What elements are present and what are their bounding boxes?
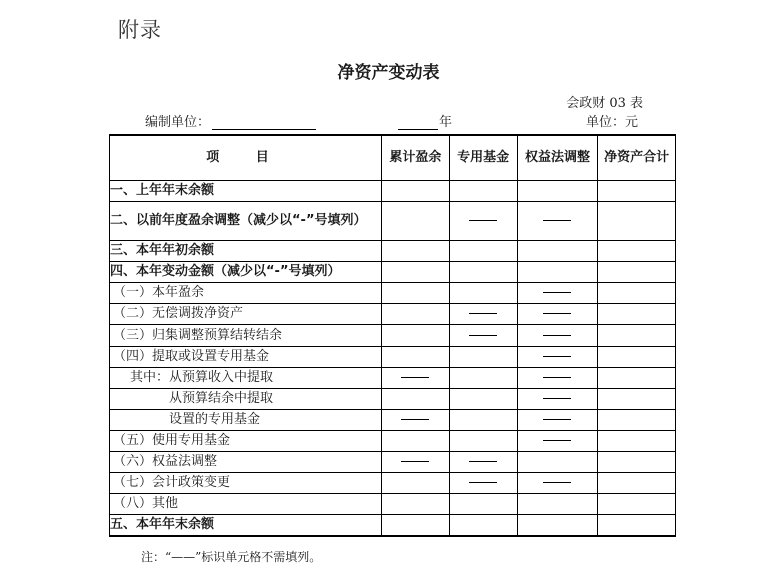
table-row bbox=[110, 388, 676, 409]
table-row bbox=[110, 515, 676, 537]
row-label: 四、本年变动金额（减少以“-”号填列） bbox=[110, 262, 382, 283]
value-cell bbox=[598, 515, 676, 537]
value-cell bbox=[449, 367, 517, 388]
value-cell bbox=[517, 452, 598, 473]
value-cell bbox=[449, 304, 517, 325]
footnote: 注：“——”标识单元格不需填列。 bbox=[141, 550, 322, 564]
table-row bbox=[110, 494, 676, 515]
value-cell bbox=[517, 325, 598, 346]
value-cell bbox=[449, 181, 517, 202]
value-cell bbox=[517, 388, 598, 409]
row-label: （八）其他 bbox=[110, 494, 382, 515]
not-applicable-dash bbox=[401, 377, 429, 378]
year-field bbox=[398, 111, 452, 130]
value-cell bbox=[598, 325, 676, 346]
row-label: 设置的专用基金 bbox=[110, 409, 382, 430]
appendix-heading: 附录 bbox=[118, 18, 162, 42]
value-cell bbox=[517, 283, 598, 304]
value-cell bbox=[598, 367, 676, 388]
value-cell bbox=[449, 346, 517, 367]
report-title: 净资产变动表 bbox=[337, 63, 440, 83]
value-cell bbox=[381, 241, 449, 262]
table-row bbox=[110, 304, 676, 325]
value-cell bbox=[598, 202, 676, 241]
header-net-assets-total: 净资产合计 bbox=[598, 135, 676, 181]
value-cell bbox=[517, 202, 598, 241]
value-cell bbox=[381, 473, 449, 494]
value-cell bbox=[449, 283, 517, 304]
not-applicable-dash bbox=[543, 356, 571, 357]
table-header-row bbox=[110, 135, 676, 181]
value-cell bbox=[381, 202, 449, 241]
not-applicable-dash bbox=[401, 419, 429, 420]
value-cell bbox=[381, 325, 449, 346]
value-cell bbox=[381, 452, 449, 473]
table-row bbox=[110, 430, 676, 451]
table-row bbox=[110, 283, 676, 304]
not-applicable-dash bbox=[543, 313, 571, 314]
value-cell bbox=[517, 241, 598, 262]
value-cell bbox=[517, 409, 598, 430]
value-cell bbox=[449, 241, 517, 262]
row-label: 其中：从预算收入中提取 bbox=[110, 367, 382, 388]
header-special-fund: 专用基金 bbox=[449, 135, 517, 181]
not-applicable-dash bbox=[469, 461, 497, 462]
value-cell bbox=[381, 283, 449, 304]
value-cell bbox=[381, 515, 449, 537]
not-applicable-dash bbox=[543, 440, 571, 441]
not-applicable-dash bbox=[543, 398, 571, 399]
value-cell bbox=[449, 452, 517, 473]
value-cell bbox=[449, 388, 517, 409]
header-accumulated-surplus: 累计盈余 bbox=[381, 135, 449, 181]
header-equity-method-adjustment: 权益法调整 bbox=[517, 135, 598, 181]
org-unit-blank-line bbox=[212, 116, 316, 130]
currency-unit: 单位：元 bbox=[586, 115, 639, 130]
value-cell bbox=[381, 181, 449, 202]
org-unit-field bbox=[145, 111, 316, 130]
value-cell bbox=[381, 346, 449, 367]
value-cell bbox=[381, 262, 449, 283]
value-cell bbox=[449, 473, 517, 494]
row-label: （六）权益法调整 bbox=[110, 452, 382, 473]
value-cell bbox=[449, 325, 517, 346]
value-cell bbox=[381, 388, 449, 409]
net-assets-change-table bbox=[109, 134, 676, 537]
value-cell bbox=[517, 367, 598, 388]
value-cell bbox=[517, 494, 598, 515]
value-cell bbox=[517, 346, 598, 367]
form-number: 会政财 03 表 bbox=[566, 96, 643, 111]
value-cell bbox=[598, 473, 676, 494]
value-cell bbox=[598, 494, 676, 515]
value-cell bbox=[598, 346, 676, 367]
value-cell bbox=[517, 515, 598, 537]
value-cell bbox=[449, 409, 517, 430]
value-cell bbox=[517, 430, 598, 451]
value-cell bbox=[598, 430, 676, 451]
value-cell bbox=[598, 283, 676, 304]
value-cell bbox=[598, 304, 676, 325]
value-cell bbox=[381, 494, 449, 515]
table-row bbox=[110, 409, 676, 430]
value-cell bbox=[381, 304, 449, 325]
table-row bbox=[110, 473, 676, 494]
row-label: 一、上年年末余额 bbox=[110, 181, 382, 202]
not-applicable-dash bbox=[543, 220, 571, 221]
row-label: （一）本年盈余 bbox=[110, 283, 382, 304]
value-cell bbox=[598, 241, 676, 262]
value-cell bbox=[517, 262, 598, 283]
value-cell bbox=[449, 494, 517, 515]
not-applicable-dash bbox=[469, 335, 497, 336]
value-cell bbox=[381, 367, 449, 388]
row-label: 三、本年年初余额 bbox=[110, 241, 382, 262]
org-unit-label: 编制单位： bbox=[145, 115, 211, 130]
value-cell bbox=[449, 202, 517, 241]
value-cell bbox=[381, 409, 449, 430]
row-label: 从预算结余中提取 bbox=[110, 388, 382, 409]
row-label: （二）无偿调拨净资产 bbox=[110, 304, 382, 325]
not-applicable-dash bbox=[543, 377, 571, 378]
value-cell bbox=[517, 181, 598, 202]
table-row bbox=[110, 325, 676, 346]
row-label: （三）归集调整预算结转结余 bbox=[110, 325, 382, 346]
value-cell bbox=[598, 409, 676, 430]
row-label: （四）提取或设置专用基金 bbox=[110, 346, 382, 367]
row-label: （五）使用专用基金 bbox=[110, 430, 382, 451]
value-cell bbox=[449, 262, 517, 283]
year-label: 年 bbox=[439, 115, 453, 130]
value-cell bbox=[598, 452, 676, 473]
table-row bbox=[110, 346, 676, 367]
row-label: 五、本年年末余额 bbox=[110, 515, 382, 537]
not-applicable-dash bbox=[543, 335, 571, 336]
table-row bbox=[110, 452, 676, 473]
value-cell bbox=[449, 430, 517, 451]
not-applicable-dash bbox=[543, 292, 571, 293]
not-applicable-dash bbox=[469, 220, 497, 221]
value-cell bbox=[381, 430, 449, 451]
table-row bbox=[110, 181, 676, 202]
value-cell bbox=[598, 388, 676, 409]
not-applicable-dash bbox=[401, 461, 429, 462]
row-label: （七）会计政策变更 bbox=[110, 473, 382, 494]
table-row bbox=[110, 241, 676, 262]
value-cell bbox=[449, 515, 517, 537]
not-applicable-dash bbox=[543, 482, 571, 483]
table-row bbox=[110, 202, 676, 241]
header-item: 项 目 bbox=[110, 135, 382, 181]
table-row bbox=[110, 262, 676, 283]
value-cell bbox=[517, 304, 598, 325]
value-cell bbox=[598, 181, 676, 202]
value-cell bbox=[598, 262, 676, 283]
year-blank-line bbox=[398, 116, 438, 130]
table-row bbox=[110, 367, 676, 388]
not-applicable-dash bbox=[469, 313, 497, 314]
not-applicable-dash bbox=[469, 482, 497, 483]
not-applicable-dash bbox=[543, 419, 571, 420]
value-cell bbox=[517, 473, 598, 494]
row-label: 二、以前年度盈余调整（减少以“-”号填列） bbox=[110, 202, 382, 241]
